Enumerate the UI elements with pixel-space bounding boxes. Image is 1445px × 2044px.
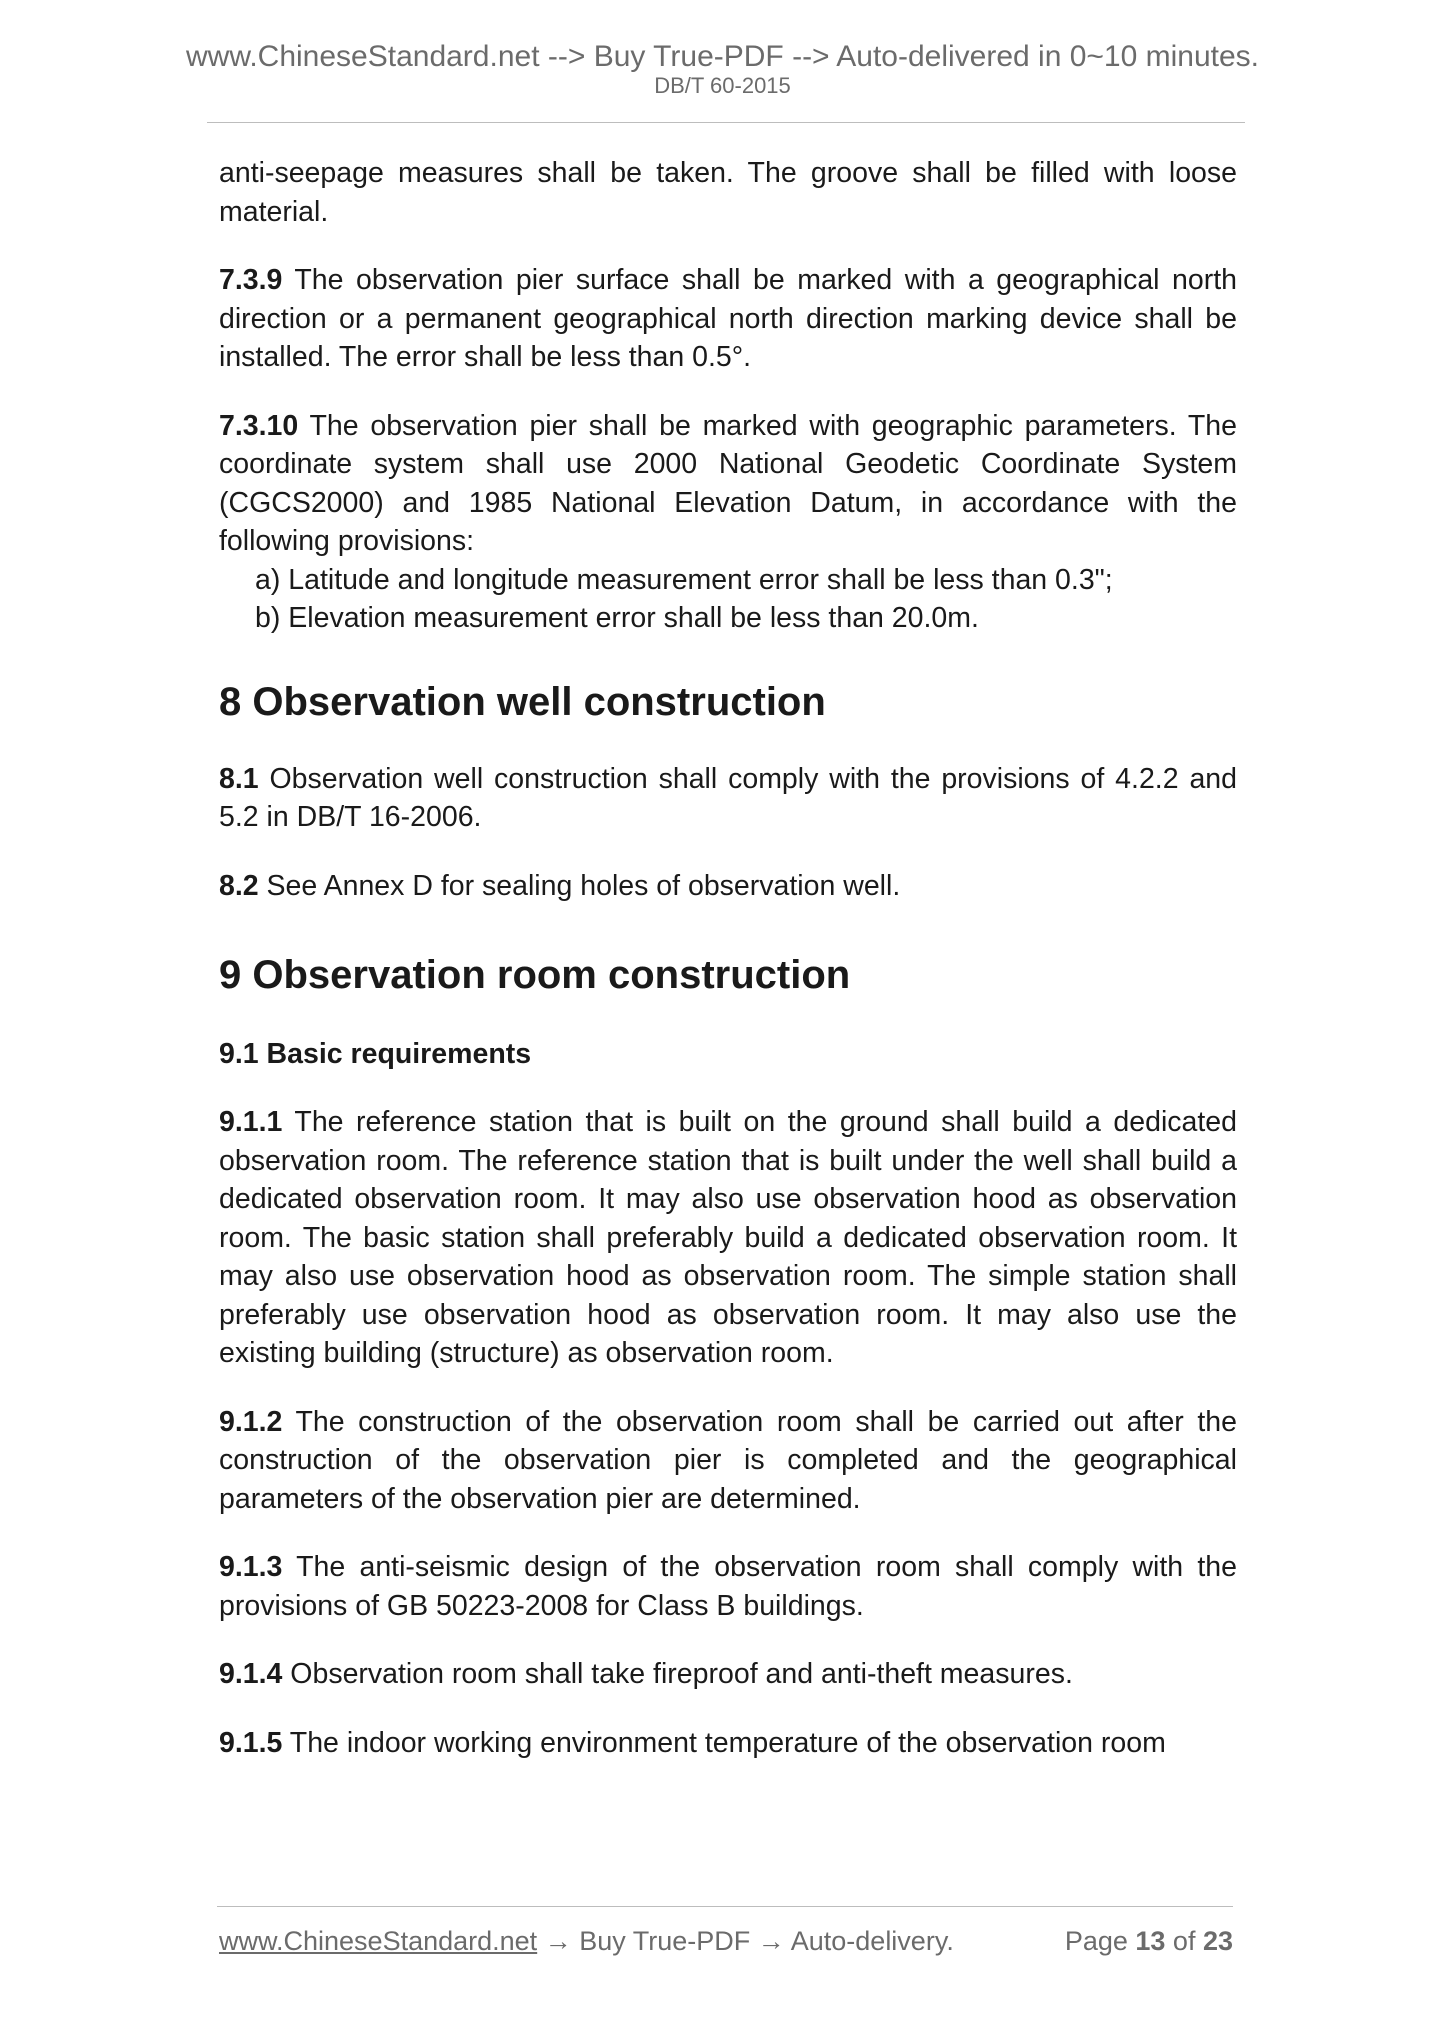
paragraph-continuation: anti-seepage measures shall be taken. The groove shall be filled with loose material. [219,157,1237,228]
section-heading-8: 8 Observation well construction [219,679,826,724]
clause-number: 9.1.5 [219,1726,283,1759]
document-code: DB/T 60-2015 [654,73,791,98]
clause-9-1-5 [219,1724,1237,1763]
header-banner: www.ChineseStandard.net --> Buy True-PDF --> Auto-delivered in 0~10 minutes. [185,40,1260,73]
clause-9-1-1 [219,1103,1237,1373]
clause-number: 9.1.2 [219,1405,283,1438]
clause-number: 9.1.3 [219,1551,283,1583]
section-heading-9: 9 Observation room construction [219,953,851,997]
list-item-a: a) Latitude and longitude measurement error shall be less than 0.3"; [255,563,1113,596]
header-divider [207,122,1245,123]
clause-7-3-10 [219,407,1237,561]
clause-8-1 [219,760,1237,837]
clause-text: See Annex D for sealing holes of observation well. [258,869,901,902]
clause-7-3-9 [219,261,1237,377]
list-item-b: b) Elevation measurement error shall be less than 20.0m. [255,602,979,634]
clause-9-1-4 [219,1655,1237,1694]
clause-number: 7.3.9 [219,264,283,296]
clause-number: 9.1.4 [219,1658,283,1690]
page-total: 23 [1202,1926,1233,1956]
footer-site-link[interactable]: www.ChineseStandard.net [219,1926,538,1956]
page-indicator [1065,1924,1233,1958]
clause-number: 8.2 [219,869,259,902]
page-content [219,154,1237,1762]
clause-text: The reference station that is built on the ground shall build a dedicated observation room. The reference station that is built under the well shall build a dedicated observation room. It may also use observation hood as observation room. The basic station shall preferably build a dedicated observation room. It may also use observation hood as observation room. The simple station shall preferably use observation hood as observation room. It may also use the existing building (structure) as observation room. [219,1106,1237,1369]
clause-number: 7.3.10 [219,409,299,442]
footer-tagline: → Buy True-PDF → Auto-delivery. [537,1926,954,1956]
footer-divider [217,1906,1233,1907]
clause-text: Observation room shall take fireproof and anti-theft measures. [282,1658,1073,1690]
page-current: 13 [1135,1926,1166,1956]
clause-text: The indoor working environment temperature of the observation room [282,1726,1166,1759]
clause-text: Observation well construction shall comply with the provisions of 4.2.2 and 5.2 in DB/T 16-2006. [219,762,1237,833]
page-of-label: of [1165,1926,1203,1956]
page-label: Page [1064,1926,1136,1956]
clause-text: The construction of the observation room shall be carried out after the construction of the observation pier is completed and the geographical parameters of the observation pier are determined. [219,1405,1237,1515]
clause-8-2 [219,867,1237,906]
clause-number: 9.1.1 [219,1106,283,1138]
footer-promo [219,1924,954,1958]
clause-text: The observation pier surface shall be marked with a geographical north direction or a permanent geographical north direction marking device shall be installed. The error shall be less than 0.5°. [219,264,1237,373]
clause-text: The observation pier shall be marked with geographic parameters. The coordinate system shall use 2000 National Geodetic Coordinate System (CGCS2000) and 1985 National Elevation Datum, in accordance with the following provisions: [219,409,1237,557]
clause-9-1-3 [219,1548,1237,1625]
clause-number: 8.1 [219,762,259,795]
subsection-heading-9-1: 9.1 Basic requirements [219,1038,532,1070]
clause-9-1-2 [219,1403,1237,1519]
clause-text: The anti-seismic design of the observation room shall comply with the provisions of GB 50223-2008 for Class B buildings. [219,1551,1237,1622]
